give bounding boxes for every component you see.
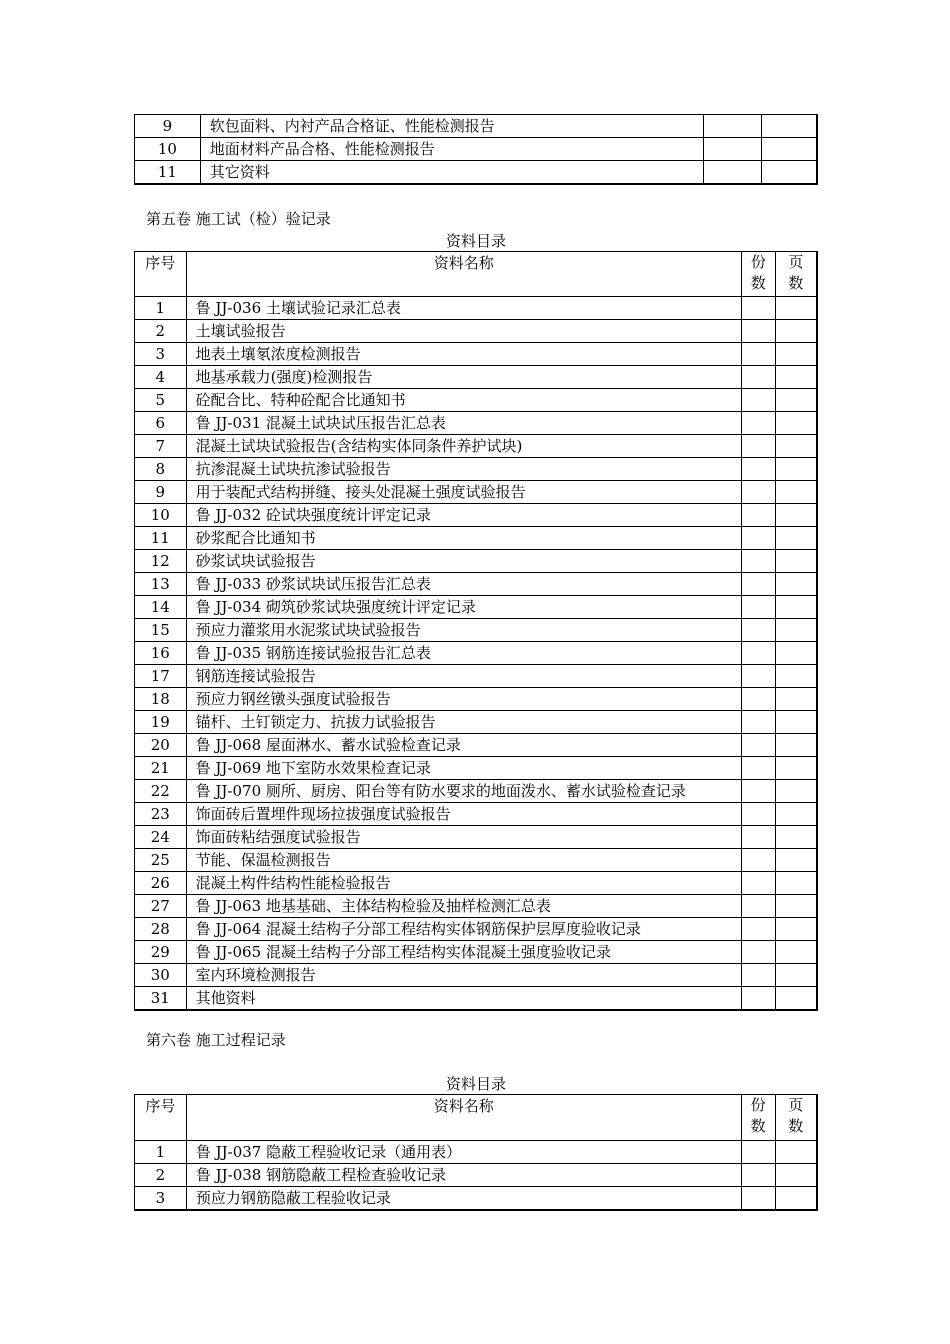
- table-row: [135, 596, 818, 619]
- table-row: [135, 757, 818, 780]
- row-name: 预应力灌浆用水泥浆试块试验报告: [186, 619, 741, 642]
- row-number: 1: [135, 297, 187, 320]
- table-vol5: [134, 251, 818, 1011]
- row-name: 地面材料产品合格、性能检测报告: [200, 138, 703, 161]
- row-pages: [775, 642, 817, 665]
- row-pages: [775, 826, 817, 849]
- row-number: 29: [135, 941, 187, 964]
- row-pages: [775, 297, 817, 320]
- row-pages: [775, 918, 817, 941]
- table-row: [135, 734, 818, 757]
- row-name: 鲁 JJ-063 地基基础、主体结构检验及抽样检测汇总表: [186, 895, 741, 918]
- row-name: 地表土壤氡浓度检测报告: [186, 343, 741, 366]
- row-number: 6: [135, 412, 187, 435]
- row-copies: [741, 343, 775, 366]
- row-copies: [703, 115, 761, 138]
- table-row: [135, 343, 818, 366]
- row-pages: [775, 527, 817, 550]
- row-copies: [741, 504, 775, 527]
- row-pages: [775, 504, 817, 527]
- table-row: [135, 826, 818, 849]
- row-number: 24: [135, 826, 187, 849]
- vol5-title: 第五卷 施工试（检）验记录: [146, 210, 331, 228]
- row-name: 鲁 JJ-032 砼试块强度统计评定记录: [186, 504, 741, 527]
- row-pages: [775, 1187, 817, 1211]
- row-pages: [775, 320, 817, 343]
- row-name: 地基承载力(强度)检测报告: [186, 366, 741, 389]
- row-number: 27: [135, 895, 187, 918]
- row-copies: [741, 964, 775, 987]
- table-row: [135, 688, 818, 711]
- table-row: [135, 389, 818, 412]
- row-number: 25: [135, 849, 187, 872]
- table-row: [135, 642, 818, 665]
- row-copies: [741, 458, 775, 481]
- row-number: 13: [135, 573, 187, 596]
- row-name: 钢筋连接试验报告: [186, 665, 741, 688]
- row-copies: [741, 780, 775, 803]
- row-number: 5: [135, 389, 187, 412]
- table-row: [135, 527, 818, 550]
- table-row: [135, 161, 818, 185]
- row-number: 21: [135, 757, 187, 780]
- row-pages: [775, 872, 817, 895]
- row-pages: [775, 665, 817, 688]
- row-pages: [775, 389, 817, 412]
- row-pages: [775, 688, 817, 711]
- row-name: 软包面料、内衬产品合格证、性能检测报告: [200, 115, 703, 138]
- row-number: 15: [135, 619, 187, 642]
- table-row: [135, 1187, 818, 1211]
- row-pages: [775, 895, 817, 918]
- row-number: 19: [135, 711, 187, 734]
- row-pages: [775, 780, 817, 803]
- header-pages: 页 数: [775, 1095, 817, 1141]
- row-name: 鲁 JJ-037 隐蔽工程验收记录（通用表）: [186, 1141, 741, 1164]
- row-name: 鲁 JJ-068 屋面淋水、蓄水试验检查记录: [186, 734, 741, 757]
- header-name: 资料名称: [186, 252, 741, 297]
- row-name: 土壤试验报告: [186, 320, 741, 343]
- row-copies: [741, 872, 775, 895]
- row-copies: [741, 734, 775, 757]
- row-pages: [775, 803, 817, 826]
- row-copies: [741, 941, 775, 964]
- row-name: 鲁 JJ-064 混凝土结构子分部工程结构实体钢筋保护层厚度验收记录: [186, 918, 741, 941]
- row-pages: [761, 115, 817, 138]
- row-name: 鲁 JJ-034 砌筑砂浆试块强度统计评定记录: [186, 596, 741, 619]
- row-name: 鲁 JJ-069 地下室防水效果检查记录: [186, 757, 741, 780]
- row-name: 鲁 JJ-031 混凝土试块试压报告汇总表: [186, 412, 741, 435]
- row-pages: [775, 1141, 817, 1164]
- row-number: 4: [135, 366, 187, 389]
- table-row: [135, 458, 818, 481]
- row-name: 鲁 JJ-065 混凝土结构子分部工程结构实体混凝土强度验收记录: [186, 941, 741, 964]
- row-copies: [741, 1187, 775, 1211]
- table-row: [135, 987, 818, 1011]
- row-name: 鲁 JJ-036 土壤试验记录汇总表: [186, 297, 741, 320]
- row-name: 用于装配式结构拼缝、接头处混凝土强度试验报告: [186, 481, 741, 504]
- row-number: 3: [135, 1187, 187, 1211]
- row-pages: [775, 1164, 817, 1187]
- row-number: 17: [135, 665, 187, 688]
- row-copies: [741, 389, 775, 412]
- row-pages: [775, 458, 817, 481]
- row-pages: [775, 987, 817, 1011]
- row-name: 砂浆试块试验报告: [186, 550, 741, 573]
- row-number: 18: [135, 688, 187, 711]
- row-number: 10: [135, 138, 201, 161]
- row-copies: [741, 320, 775, 343]
- row-name: 砂浆配合比通知书: [186, 527, 741, 550]
- table-row: [135, 504, 818, 527]
- table-row: [135, 895, 818, 918]
- row-copies: [741, 757, 775, 780]
- header-pages: 页 数: [775, 252, 817, 297]
- table-row: [135, 964, 818, 987]
- row-copies: [741, 826, 775, 849]
- row-copies: [741, 527, 775, 550]
- row-copies: [741, 596, 775, 619]
- header-name: 资料名称: [186, 1095, 741, 1141]
- table-row: [135, 803, 818, 826]
- row-pages: [775, 596, 817, 619]
- row-pages: [775, 573, 817, 596]
- vol6-title: 第六卷 施工过程记录: [146, 1031, 286, 1049]
- row-copies: [741, 895, 775, 918]
- row-name: 饰面砖粘结强度试验报告: [186, 826, 741, 849]
- row-pages: [775, 619, 817, 642]
- row-name: 锚杆、土钉锁定力、抗拔力试验报告: [186, 711, 741, 734]
- row-copies: [703, 138, 761, 161]
- row-pages: [775, 849, 817, 872]
- row-copies: [741, 803, 775, 826]
- table-row: [135, 941, 818, 964]
- row-copies: [741, 619, 775, 642]
- row-name: 鲁 JJ-035 钢筋连接试验报告汇总表: [186, 642, 741, 665]
- row-number: 22: [135, 780, 187, 803]
- table-row: [135, 711, 818, 734]
- row-number: 1: [135, 1141, 187, 1164]
- header-copies: 份 数: [741, 1095, 775, 1141]
- row-pages: [761, 138, 817, 161]
- row-number: 23: [135, 803, 187, 826]
- row-number: 3: [135, 343, 187, 366]
- header-copies: 份 数: [741, 252, 775, 297]
- vol5-caption: 资料目录: [445, 232, 506, 250]
- table-row: [135, 115, 818, 138]
- row-copies: [741, 688, 775, 711]
- table-row: [135, 1141, 818, 1164]
- row-number: 26: [135, 872, 187, 895]
- table-row: [135, 872, 818, 895]
- row-number: 28: [135, 918, 187, 941]
- row-pages: [775, 757, 817, 780]
- row-number: 8: [135, 458, 187, 481]
- row-name: 鲁 JJ-033 砂浆试块试压报告汇总表: [186, 573, 741, 596]
- row-name: 砼配合比、特种砼配合比通知书: [186, 389, 741, 412]
- row-pages: [775, 941, 817, 964]
- row-name: 饰面砖后置埋件现场拉拔强度试验报告: [186, 803, 741, 826]
- row-copies: [741, 550, 775, 573]
- table-row: [135, 665, 818, 688]
- row-name: 其它资料: [200, 161, 703, 185]
- row-copies: [741, 1164, 775, 1187]
- row-copies: [741, 1141, 775, 1164]
- row-pages: [775, 964, 817, 987]
- row-pages: [775, 412, 817, 435]
- row-copies: [741, 711, 775, 734]
- row-copies: [741, 642, 775, 665]
- row-number: 10: [135, 504, 187, 527]
- row-number: 7: [135, 435, 187, 458]
- row-number: 11: [135, 161, 201, 185]
- header-seq: 序号: [135, 1095, 187, 1141]
- row-number: 9: [135, 481, 187, 504]
- row-pages: [775, 435, 817, 458]
- table-row: [135, 1164, 818, 1187]
- table-row: [135, 366, 818, 389]
- row-copies: [741, 849, 775, 872]
- table-row: [135, 138, 818, 161]
- row-copies: [741, 366, 775, 389]
- row-name: 室内环境检测报告: [186, 964, 741, 987]
- row-number: 2: [135, 320, 187, 343]
- row-pages: [761, 161, 817, 185]
- row-number: 2: [135, 1164, 187, 1187]
- row-copies: [741, 435, 775, 458]
- row-number: 9: [135, 115, 201, 138]
- row-number: 12: [135, 550, 187, 573]
- table-row: [135, 435, 818, 458]
- row-name: 混凝土试块试验报告(含结构实体同条件养护试块): [186, 435, 741, 458]
- row-copies: [741, 573, 775, 596]
- row-copies: [741, 297, 775, 320]
- row-number: 30: [135, 964, 187, 987]
- table-row: [135, 918, 818, 941]
- table-row: [135, 550, 818, 573]
- table-row: [135, 297, 818, 320]
- vol6-caption: 资料目录: [445, 1075, 506, 1093]
- row-name: 预应力钢筋隐蔽工程验收记录: [186, 1187, 741, 1211]
- row-pages: [775, 481, 817, 504]
- header-seq: 序号: [135, 252, 187, 297]
- table-row: [135, 849, 818, 872]
- table-row: [135, 412, 818, 435]
- row-copies: [741, 665, 775, 688]
- row-name: 混凝土构件结构性能检验报告: [186, 872, 741, 895]
- row-copies: [741, 412, 775, 435]
- table-row: [135, 573, 818, 596]
- row-number: 16: [135, 642, 187, 665]
- row-number: 31: [135, 987, 187, 1011]
- row-number: 20: [135, 734, 187, 757]
- table-row: [135, 320, 818, 343]
- table-top: [134, 114, 818, 185]
- row-name: 鲁 JJ-038 钢筋隐蔽工程检查验收记录: [186, 1164, 741, 1187]
- row-copies: [741, 918, 775, 941]
- row-pages: [775, 366, 817, 389]
- row-number: 11: [135, 527, 187, 550]
- row-pages: [775, 550, 817, 573]
- row-number: 14: [135, 596, 187, 619]
- row-copies: [741, 481, 775, 504]
- row-name: 预应力钢丝镦头强度试验报告: [186, 688, 741, 711]
- table-row: [135, 481, 818, 504]
- row-name: 抗渗混凝土试块抗渗试验报告: [186, 458, 741, 481]
- row-pages: [775, 734, 817, 757]
- row-pages: [775, 711, 817, 734]
- row-copies: [741, 987, 775, 1011]
- row-copies: [703, 161, 761, 185]
- row-pages: [775, 343, 817, 366]
- table-row: [135, 780, 818, 803]
- table-vol6: [134, 1094, 818, 1211]
- row-name: 节能、保温检测报告: [186, 849, 741, 872]
- row-name: 其他资料: [186, 987, 741, 1011]
- table-row: [135, 619, 818, 642]
- row-name: 鲁 JJ-070 厕所、厨房、阳台等有防水要求的地面泼水、蓄水试验检查记录: [186, 780, 741, 803]
